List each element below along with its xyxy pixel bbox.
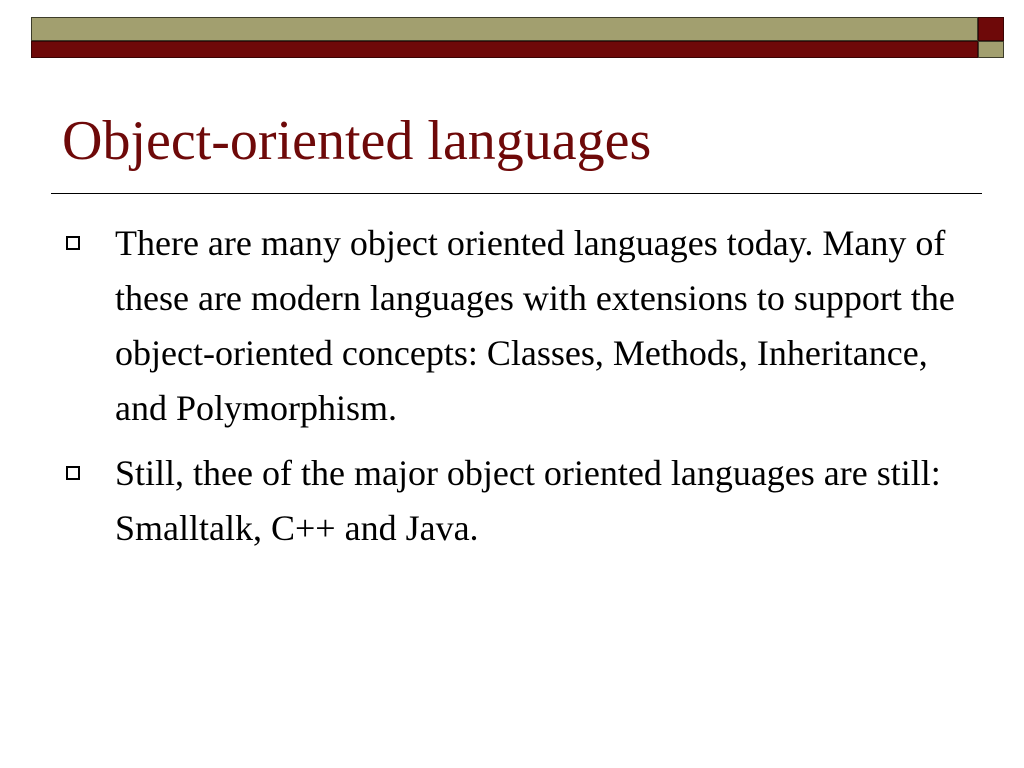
- header-corner-maroon: [978, 17, 1004, 41]
- bullet-list: [62, 216, 962, 566]
- hollow-square-bullet-icon: [66, 466, 80, 480]
- bullet-item: [62, 216, 962, 436]
- header-corner-olive: [978, 41, 1004, 58]
- slide-title: Object-oriented languages: [62, 110, 652, 172]
- header-band-olive: [31, 17, 978, 41]
- title-divider: [51, 193, 982, 194]
- hollow-square-bullet-icon: [66, 236, 80, 250]
- bullet-text: There are many object oriented languages today. Many of these are modern languages with extensions to support the object-oriented concepts: Classes, Methods, Inheritance, and Polymorphism.: [115, 223, 955, 428]
- bullet-text: Still, thee of the major object oriented languages are still: Smalltalk, C++ and Java.: [115, 453, 941, 548]
- header-band-maroon: [31, 41, 978, 58]
- bullet-item: [62, 446, 962, 556]
